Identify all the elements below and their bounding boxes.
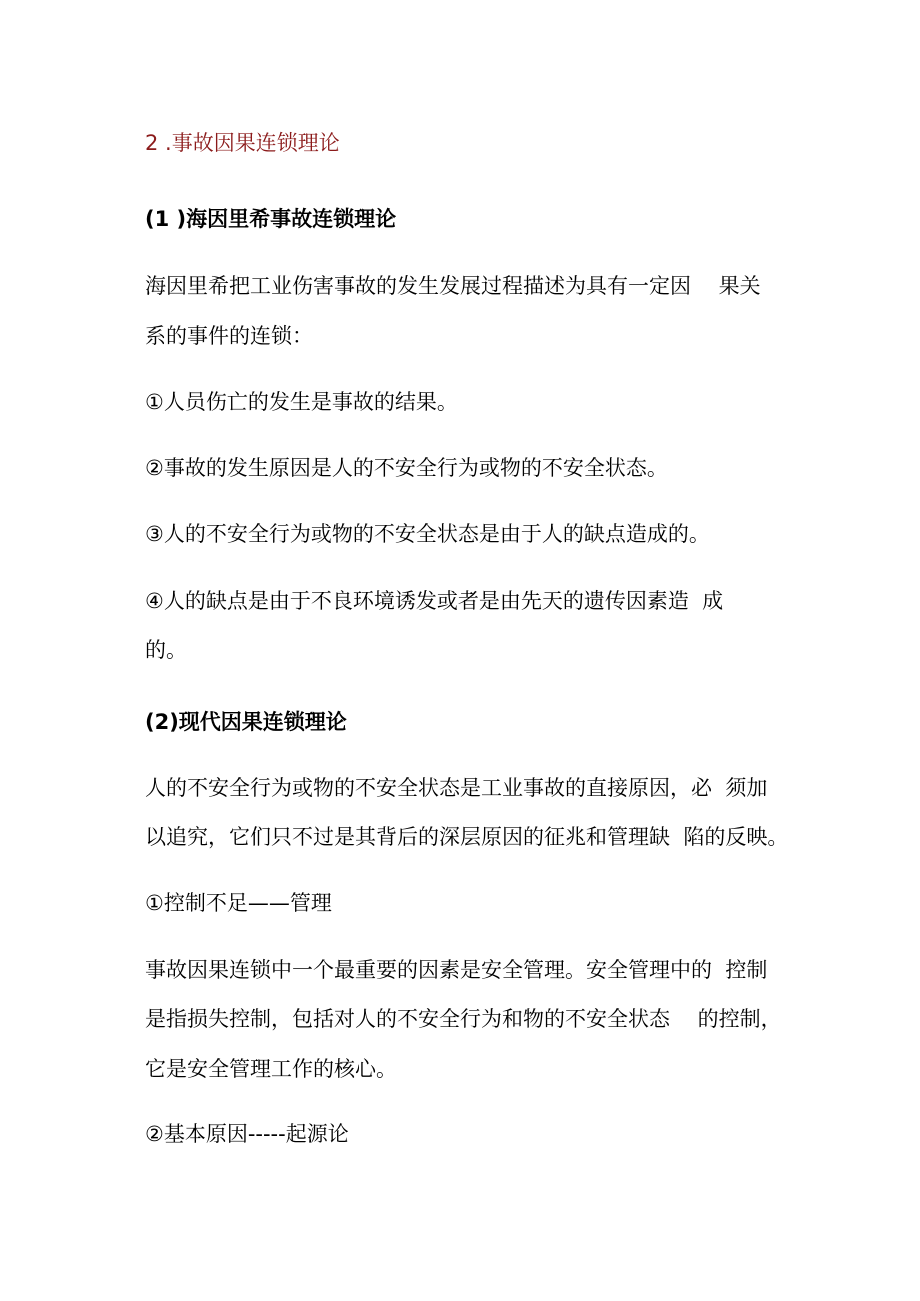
paragraph-heinrich-line-1: 海因里希把工业伤害事故的发生发展过程描述为具有一定因 果关 [145,274,761,298]
list-item-3: ③人的不安全行为或物的不安全状态是由于人的缺点造成的。 [145,522,710,546]
heading-modern-theory: (2)现代因果连锁理论 [145,710,347,734]
list-item-2: ②事故的发生原因是人的不安全行为或物的不安全状态。 [145,456,668,480]
subheading-basic-cause: ②基本原因-----起源论 [145,1122,349,1146]
paragraph-modern-line-2: 以追究，它们只不过是其背后的深层原因的征兆和管理缺 陷的反映。 [145,825,789,849]
list-item-4-line-1: ④人的缺点是由于不良环境诱发或者是由先天的遗传因素造 成 [145,589,724,613]
heading-heinrich-theory: (1 )海因里希事故连锁理论 [145,207,397,231]
list-item-1: ①人员伤亡的发生是事故的结果。 [145,390,458,414]
subheading-control: ①控制不足——管理 [145,891,332,915]
paragraph-control-line-3: 它是安全管理工作的核心。 [145,1057,397,1081]
paragraph-modern-line-1: 人的不安全行为或物的不安全状态是工业事故的直接原因，必 须加 [145,776,768,800]
paragraph-heinrich-line-2: 系的事件的连锁： [145,324,313,348]
list-item-4-line-2: 的。 [145,638,187,662]
section-title: 2 .事故因果连锁理论 [145,131,340,155]
paragraph-control-line-2: 是指损失控制，包括对人的不安全行为和物的不安全状态 的控制， [145,1007,782,1031]
paragraph-control-line-1: 事故因果连锁中一个最重要的因素是安全管理。安全管理中的 控制 [145,958,768,982]
